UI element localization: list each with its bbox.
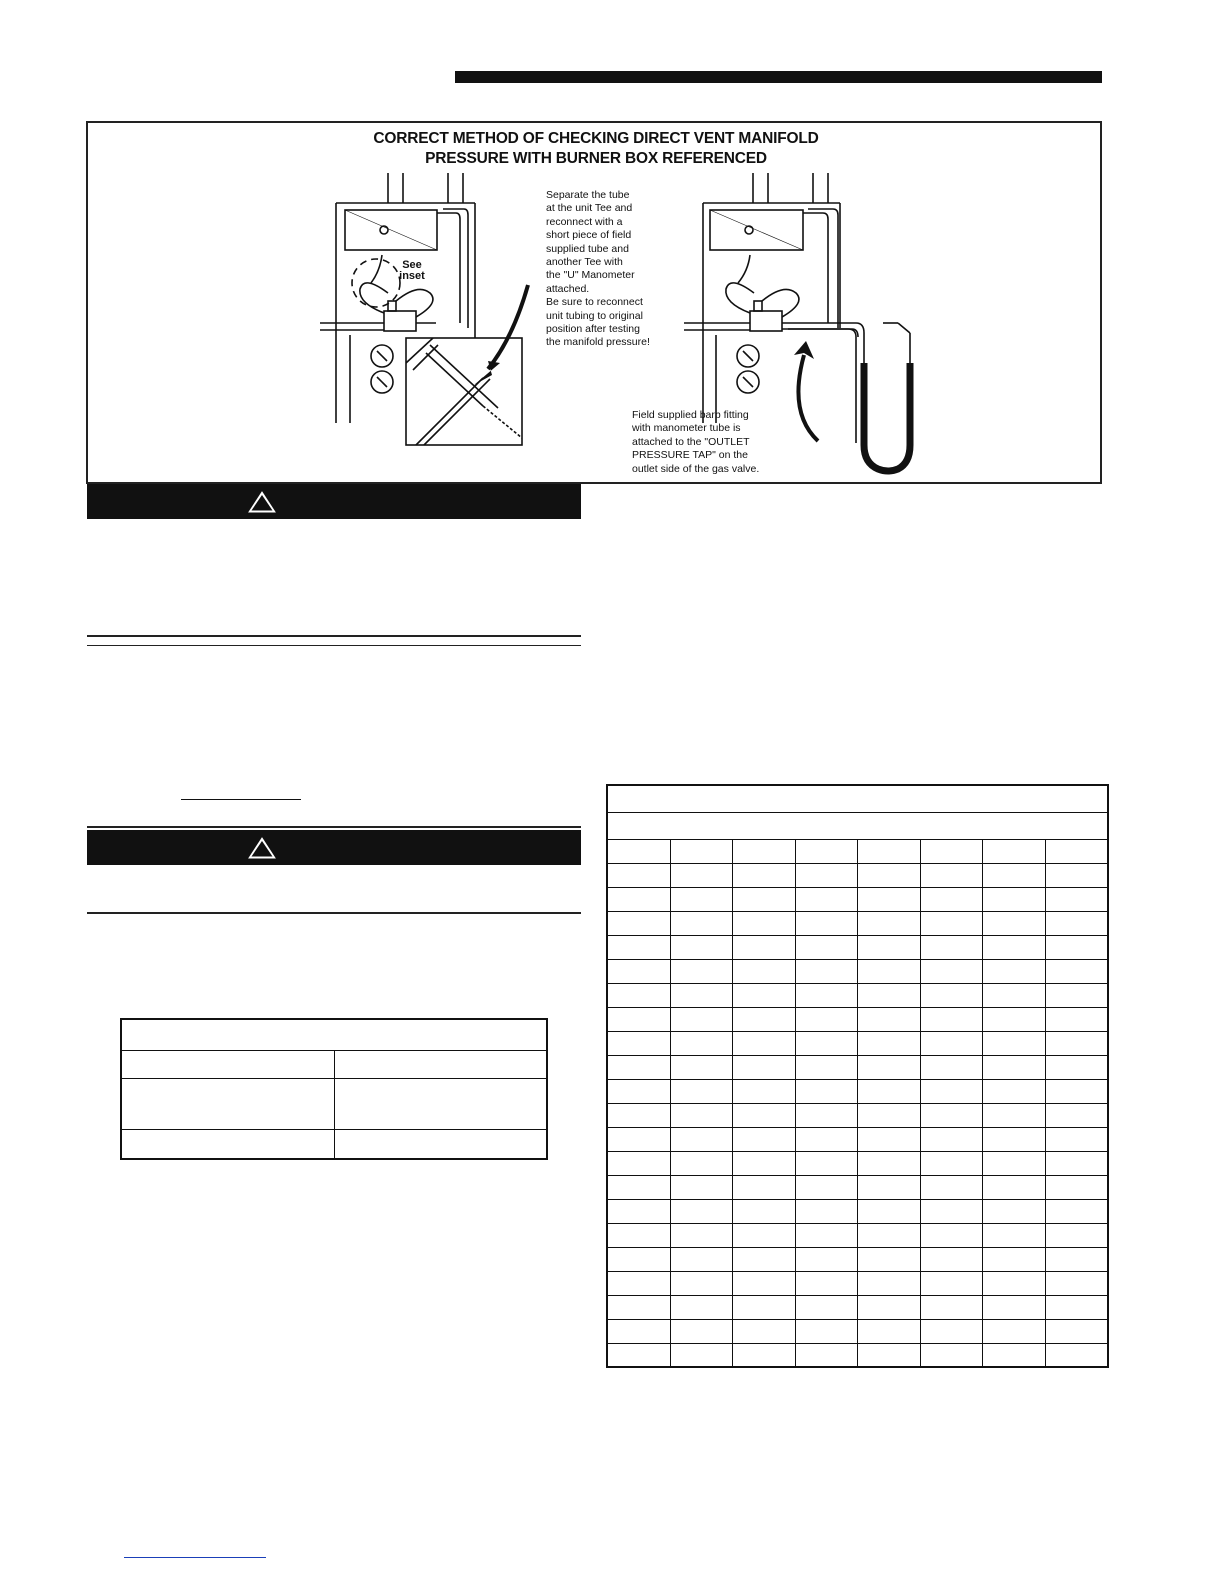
table-cell (607, 1055, 670, 1079)
table-cell (733, 983, 796, 1007)
table-cell (670, 935, 733, 959)
table-cell (670, 1343, 733, 1367)
table-cell (607, 1199, 670, 1223)
table-cell (858, 1127, 921, 1151)
barb-fitting-note (632, 409, 812, 476)
table-cell (858, 1151, 921, 1175)
left-unit-illustration (320, 173, 528, 445)
table-row (607, 959, 1108, 983)
table-cell (795, 1007, 858, 1031)
table-cell (670, 1103, 733, 1127)
note-line: Field supplied barb fitting (632, 409, 749, 421)
note-line: reconnect with a (546, 215, 623, 228)
table-cell (983, 1295, 1046, 1319)
table-cell (607, 1007, 670, 1031)
table-cell (335, 1050, 548, 1078)
table-cell (1045, 1295, 1108, 1319)
table-row (607, 1031, 1108, 1055)
table-cell (983, 1175, 1046, 1199)
table-cell (920, 887, 983, 911)
table-cell (733, 1199, 796, 1223)
table-cell (607, 1295, 670, 1319)
header-bar (455, 71, 1102, 83)
table-cell (795, 1247, 858, 1271)
table-cell (795, 863, 858, 887)
table-cell (983, 1055, 1046, 1079)
table-cell (795, 887, 858, 911)
table-cell (733, 959, 796, 983)
table-cell (1045, 1127, 1108, 1151)
table-cell (670, 1175, 733, 1199)
table-cell (733, 1079, 796, 1103)
divider-rule (87, 826, 581, 828)
table-cell (920, 959, 983, 983)
table-cell (795, 911, 858, 935)
table-cell (1045, 1199, 1108, 1223)
table-cell (983, 1007, 1046, 1031)
underline-mark (181, 799, 301, 800)
table-cell (983, 863, 1046, 887)
table-cell (733, 911, 796, 935)
table-cell (795, 1079, 858, 1103)
table-cell (1045, 1247, 1108, 1271)
table-cell (1045, 911, 1108, 935)
table-cell (920, 1199, 983, 1223)
table-cell (920, 1055, 983, 1079)
table-cell (121, 1050, 335, 1078)
table-cell (920, 983, 983, 1007)
table-cell (607, 935, 670, 959)
table-row (607, 1151, 1108, 1175)
table-cell (607, 1031, 670, 1055)
table-cell (607, 1319, 670, 1343)
note-line: at the unit Tee and (546, 202, 633, 215)
table-cell (670, 1031, 733, 1055)
table-cell (1045, 1271, 1108, 1295)
table-cell (920, 1007, 983, 1031)
table-cell (670, 1055, 733, 1079)
table-cell (733, 1007, 796, 1031)
table-cell (607, 911, 670, 935)
table-cell (858, 839, 921, 863)
table-cell (733, 1151, 796, 1175)
table-cell (983, 911, 1046, 935)
table-cell (858, 1175, 921, 1199)
note-line: the manifold pressure! (546, 336, 650, 349)
table-cell (670, 1247, 733, 1271)
table-row (121, 1050, 547, 1078)
table-cell (858, 1319, 921, 1343)
note-line: unit tubing to original (546, 309, 643, 322)
table-cell (1045, 1079, 1108, 1103)
small-table (120, 1018, 548, 1160)
table-cell (607, 812, 1108, 839)
table-row (607, 1343, 1108, 1367)
table-cell (795, 983, 858, 1007)
table-cell (607, 839, 670, 863)
table-cell (795, 1271, 858, 1295)
table-cell (733, 1103, 796, 1127)
table-cell (795, 935, 858, 959)
warning-banner-1 (87, 484, 581, 519)
table-row (607, 785, 1108, 812)
table-cell (733, 1175, 796, 1199)
table-cell (858, 1271, 921, 1295)
table-row (607, 1175, 1108, 1199)
table-cell (733, 1343, 796, 1367)
figure-title-line-2: PRESSURE WITH BURNER BOX REFERENCED (425, 150, 767, 167)
table-cell (607, 1151, 670, 1175)
note-line: outlet side of the gas valve. (632, 462, 760, 475)
note-line: Separate the tube (546, 189, 630, 201)
table-cell (670, 887, 733, 911)
table-cell (795, 1127, 858, 1151)
table-cell (1045, 1151, 1108, 1175)
table-cell (670, 1151, 733, 1175)
table-cell (858, 1247, 921, 1271)
table-cell (983, 887, 1046, 911)
warning-banner-2 (87, 830, 581, 865)
table-row (607, 1295, 1108, 1319)
table-cell (920, 1151, 983, 1175)
table-cell (983, 1031, 1046, 1055)
table-cell (607, 1175, 670, 1199)
table-row (607, 812, 1108, 839)
table-cell (983, 1151, 1046, 1175)
table-cell (858, 911, 921, 935)
table-row (121, 1129, 547, 1159)
table-row (607, 1127, 1108, 1151)
table-cell (121, 1019, 547, 1050)
table-cell (670, 863, 733, 887)
table-cell (733, 935, 796, 959)
table-cell (858, 863, 921, 887)
manometer-fluid (864, 363, 910, 471)
table-cell (795, 1175, 858, 1199)
table-cell (795, 1319, 858, 1343)
table-cell (1045, 1175, 1108, 1199)
table-row (121, 1078, 547, 1129)
table-row (607, 1055, 1108, 1079)
table-cell (858, 1223, 921, 1247)
table-cell (983, 1223, 1046, 1247)
table-cell (607, 1127, 670, 1151)
table-cell (733, 1223, 796, 1247)
table-cell (983, 983, 1046, 1007)
table-row (607, 1199, 1108, 1223)
see-inset-label: See inset (399, 259, 425, 282)
table-cell (983, 959, 1046, 983)
table-cell (795, 1031, 858, 1055)
table-cell (607, 1343, 670, 1367)
table-cell (920, 1319, 983, 1343)
table-cell (733, 1319, 796, 1343)
table-cell (670, 959, 733, 983)
table-cell (607, 1271, 670, 1295)
table-cell (920, 1247, 983, 1271)
table-cell (795, 1055, 858, 1079)
table-cell (1045, 1031, 1108, 1055)
table-cell (858, 1055, 921, 1079)
table-cell (920, 1175, 983, 1199)
note-line: attached. (546, 282, 590, 295)
table-cell (920, 1079, 983, 1103)
table-cell (858, 959, 921, 983)
table-cell (983, 1271, 1046, 1295)
table-cell (670, 1223, 733, 1247)
table-cell (920, 863, 983, 887)
divider-rule (87, 635, 581, 637)
table-cell (1045, 1343, 1108, 1367)
table-cell (670, 1079, 733, 1103)
table-cell (858, 1199, 921, 1223)
table-cell (607, 1079, 670, 1103)
table-row (607, 1271, 1108, 1295)
table-cell (670, 1319, 733, 1343)
table-cell (983, 935, 1046, 959)
table-cell (858, 935, 921, 959)
table-cell (335, 1129, 548, 1159)
table-cell (733, 1247, 796, 1271)
divider-rule (87, 912, 581, 914)
table-cell (607, 1103, 670, 1127)
separate-tube-note (546, 189, 696, 350)
table-cell (121, 1078, 335, 1129)
table-row (607, 983, 1108, 1007)
table-cell (670, 1127, 733, 1151)
note-line: position after testing (546, 323, 640, 336)
table-cell (920, 935, 983, 959)
table-cell (983, 1247, 1046, 1271)
note-line: short piece of field (546, 229, 632, 242)
table-cell (607, 959, 670, 983)
table-cell (858, 887, 921, 911)
table-cell (983, 839, 1046, 863)
table-cell (795, 1199, 858, 1223)
table-cell (795, 1103, 858, 1127)
table-cell (121, 1129, 335, 1159)
table-row (607, 1079, 1108, 1103)
table-cell (607, 863, 670, 887)
note-line: the "U" Manometer (546, 269, 635, 282)
figure-title-line-1: CORRECT METHOD OF CHECKING DIRECT VENT MANIFOLD (373, 130, 819, 147)
table-row (607, 1007, 1108, 1031)
table-row (121, 1019, 547, 1050)
table-cell (670, 1271, 733, 1295)
note-line: PRESSURE TAP" on the (632, 449, 748, 462)
table-cell (607, 785, 1108, 812)
table-cell (670, 983, 733, 1007)
table-cell (983, 1127, 1046, 1151)
table-cell (1045, 1319, 1108, 1343)
note-line: supplied tube and (546, 242, 629, 255)
note-line: Be sure to reconnect (546, 296, 643, 309)
table-cell (1045, 1055, 1108, 1079)
table-cell (920, 1031, 983, 1055)
table-cell (983, 1199, 1046, 1223)
table-cell (920, 1223, 983, 1247)
table-cell (983, 1079, 1046, 1103)
table-cell (670, 911, 733, 935)
table-cell (733, 887, 796, 911)
table-cell (858, 1103, 921, 1127)
table-row (607, 839, 1108, 863)
table-cell (1045, 863, 1108, 887)
note-line: another Tee with (546, 256, 623, 269)
large-table (606, 784, 1109, 1368)
note-line: attached to the "OUTLET (632, 435, 750, 448)
table-cell (858, 1343, 921, 1367)
table-cell (670, 839, 733, 863)
table-cell (795, 959, 858, 983)
table-cell (1045, 1007, 1108, 1031)
table-cell (983, 1319, 1046, 1343)
table-cell (795, 1295, 858, 1319)
table-cell (733, 1271, 796, 1295)
table-cell (920, 1103, 983, 1127)
table-cell (733, 1031, 796, 1055)
table-cell (1045, 935, 1108, 959)
table-cell (733, 1127, 796, 1151)
table-cell (670, 1199, 733, 1223)
table-row (607, 887, 1108, 911)
table-row (607, 911, 1108, 935)
table-cell (733, 1295, 796, 1319)
table-row (607, 935, 1108, 959)
table-cell (920, 839, 983, 863)
table-cell (1045, 1103, 1108, 1127)
table-cell (733, 839, 796, 863)
table-cell (1045, 887, 1108, 911)
table-cell (335, 1078, 548, 1129)
table-cell (920, 1127, 983, 1151)
table-cell (795, 1151, 858, 1175)
table-row (607, 1223, 1108, 1247)
table-cell (1045, 839, 1108, 863)
table-cell (858, 1079, 921, 1103)
note-line: with manometer tube is (632, 422, 741, 435)
table-row (607, 1247, 1108, 1271)
table-row (607, 1103, 1108, 1127)
table-cell (733, 863, 796, 887)
table-cell (1045, 959, 1108, 983)
table-cell (607, 1247, 670, 1271)
table-cell (670, 1295, 733, 1319)
table-cell (1045, 983, 1108, 1007)
footer-link-underline (124, 1557, 266, 1558)
table-cell (795, 1343, 858, 1367)
table-cell (858, 1031, 921, 1055)
table-cell (858, 1295, 921, 1319)
table-cell (607, 887, 670, 911)
table-cell (670, 1007, 733, 1031)
table-cell (920, 1343, 983, 1367)
table-cell (795, 1223, 858, 1247)
table-cell (1045, 1223, 1108, 1247)
divider-rule (87, 645, 581, 646)
table-cell (858, 983, 921, 1007)
table-cell (795, 839, 858, 863)
warning-triangle-icon (247, 490, 277, 514)
table-row (607, 863, 1108, 887)
table-row (607, 1319, 1108, 1343)
table-cell (983, 1103, 1046, 1127)
table-cell (607, 983, 670, 1007)
table-cell (920, 1295, 983, 1319)
table-cell (920, 1271, 983, 1295)
warning-triangle-icon (247, 836, 277, 860)
manifold-pressure-figure (86, 121, 1102, 484)
table-cell (733, 1055, 796, 1079)
table-cell (920, 911, 983, 935)
table-cell (858, 1007, 921, 1031)
table-cell (983, 1343, 1046, 1367)
table-cell (607, 1223, 670, 1247)
